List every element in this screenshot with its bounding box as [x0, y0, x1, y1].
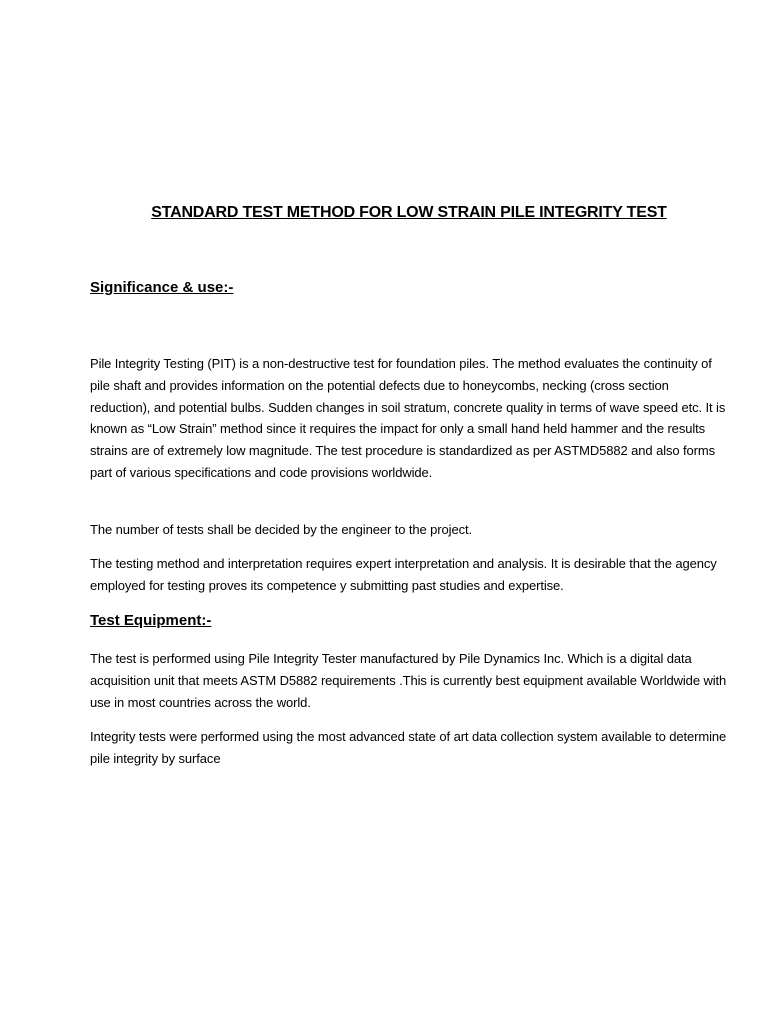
section-heading-test-equipment: Test Equipment:-	[90, 612, 212, 629]
document-title: STANDARD TEST METHOD FOR LOW STRAIN PILE INTEGRITY TEST	[151, 204, 667, 221]
paragraph-pit-description: Pile Integrity Testing (PIT) is a non-destructive test for foundation piles. The method evaluates the continuity of pile shaft and provides information on the potential defects due to honeycombs, necking (cross section reduction), and potential bulbs. Sudden changes in soil stratum, concrete quality in terms of wave speed etc. It is known as “Low Strain” method since it requires the impact for only a small hand held hammer and the results strains are of extremely low magnitude. The test procedure is standardized as per ASTMD5882 and also forms part of various specifications and code provisions worldwide.	[90, 356, 726, 480]
paragraph-interpretation: The testing method and interpretation requires expert interpretation and analysis. It is desirable that the agency employed for testing proves its competence y submitting past studies and expertise.	[90, 556, 717, 593]
section-heading-significance: Significance & use:-	[90, 279, 234, 296]
paragraph-integrity-tests: Integrity tests were performed using the most advanced state of art data collection system available to determine pile integrity by surface	[90, 729, 727, 766]
paragraph-number-of-tests: The number of tests shall be decided by the engineer to the project.	[90, 522, 472, 537]
paragraph-equipment-description: The test is performed using Pile Integrity Tester manufactured by Pile Dynamics Inc. Which is a digital data acquisition unit that meets ASTM D5882 requirements .This is currently best equipment available Worldwide with use in most countries across the world.	[90, 651, 727, 710]
